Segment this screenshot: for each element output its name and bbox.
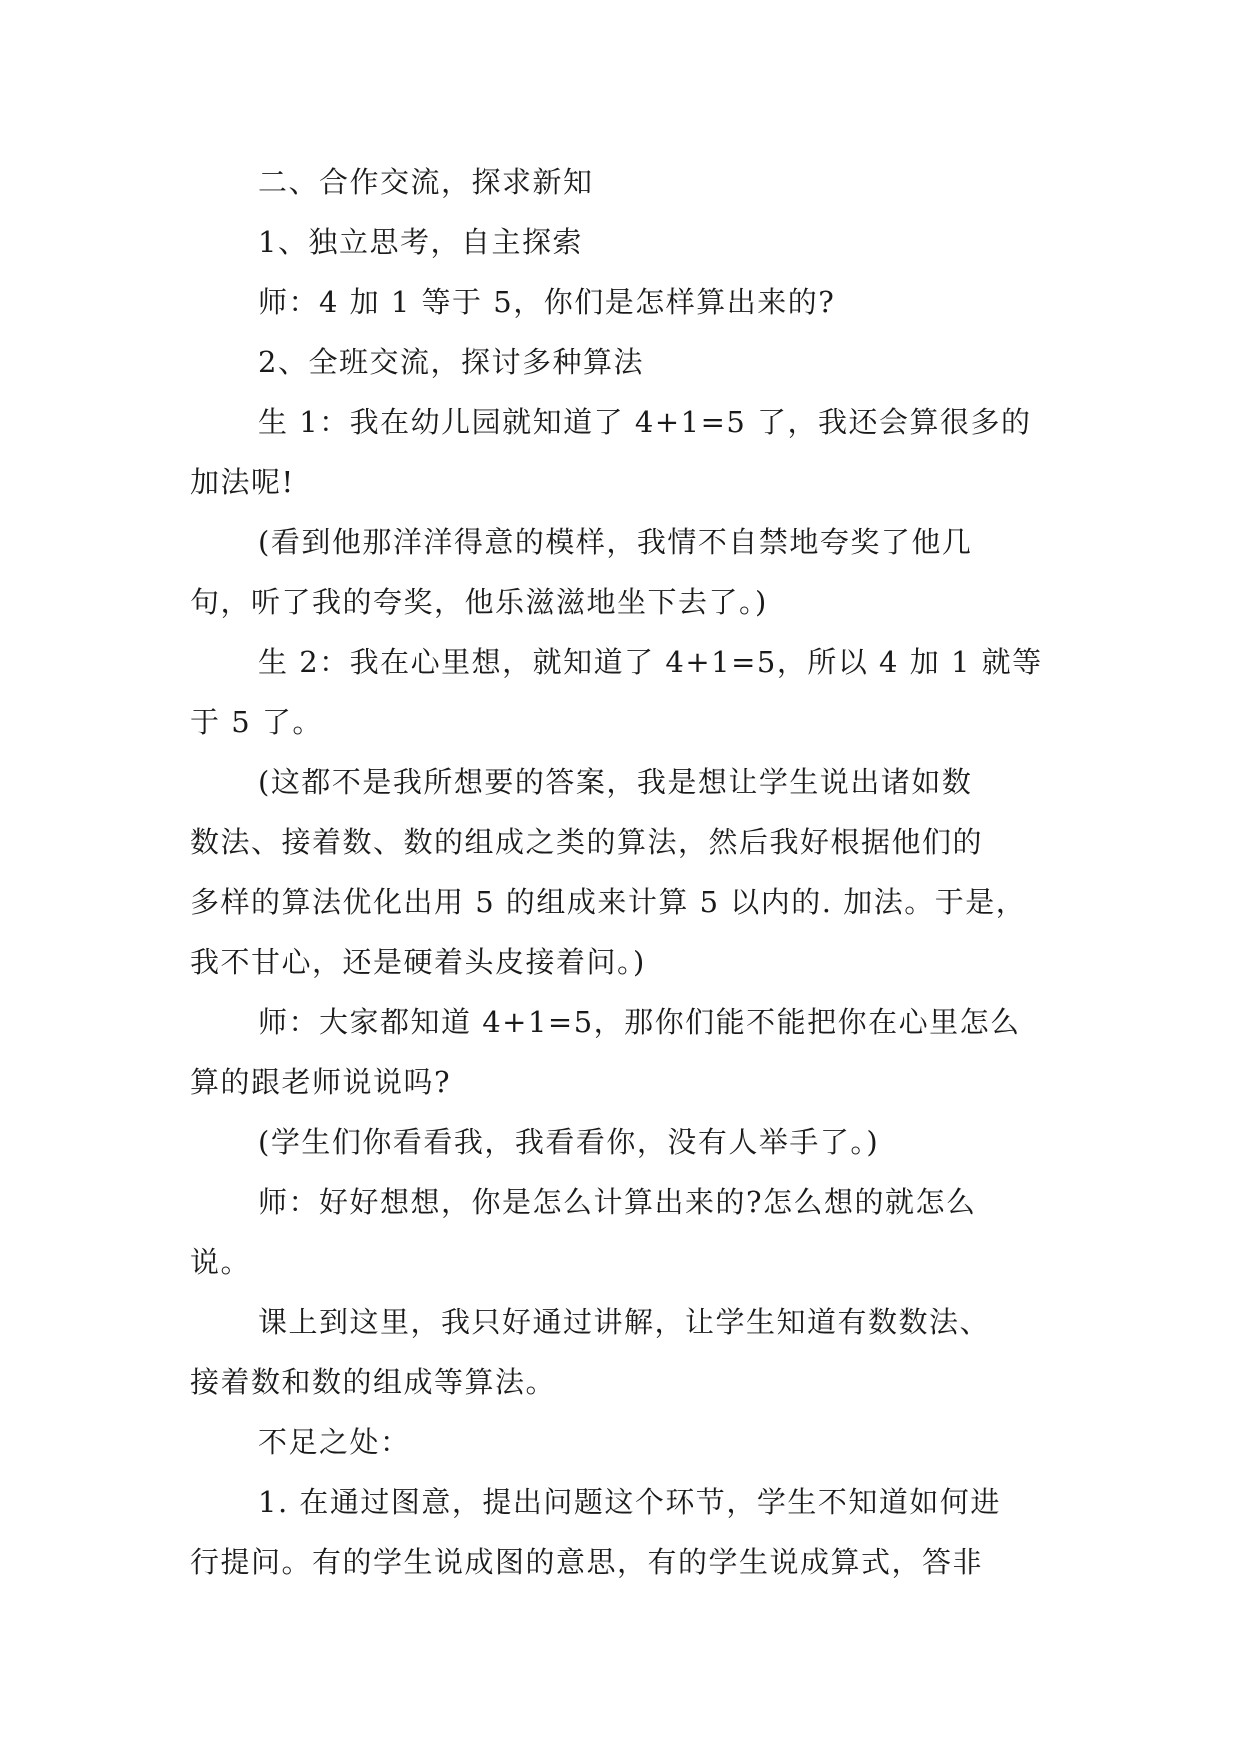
paragraph-line: 多样的算法优化出用 5 的组成来计算 5 以内的. 加法。于是， <box>190 885 1027 919</box>
paragraph-line: 行提问。有的学生说成图的意思，有的学生说成算式，答非 <box>190 1545 984 1579</box>
paragraph-line: 师：好好想想，你是怎么计算出来的?怎么想的就怎么 <box>258 1185 977 1219</box>
section-heading: 二、合作交流，探求新知 <box>258 165 594 199</box>
paragraph-line: 师：大家都知道 4+1=5，那你们能不能把你在心里怎么 <box>258 1005 1021 1039</box>
paragraph-line: 师：4 加 1 等于 5，你们是怎样算出来的? <box>258 285 836 319</box>
paragraph-line: 我不甘心，还是硬着头皮接着问。) <box>190 945 646 979</box>
paragraph-line: 课上到这里，我只好通过讲解，让学生知道有数数法、 <box>258 1305 991 1339</box>
subsection-heading: 不足之处： <box>258 1425 411 1459</box>
paragraph-line: (看到他那洋洋得意的模样，我情不自禁地夸奖了他几 <box>258 525 973 559</box>
paragraph-line: 接着数和数的组成等算法。 <box>190 1365 557 1399</box>
subsection-heading: 2、全班交流，探讨多种算法 <box>258 345 644 379</box>
paragraph-line: 生 2：我在心里想，就知道了 4+1=5，所以 4 加 1 就等 <box>258 645 1043 679</box>
paragraph-line: 数法、接着数、数的组成之类的算法，然后我好根据他们的 <box>190 825 984 859</box>
paragraph-line: (这都不是我所想要的答案，我是想让学生说出诸如数 <box>258 765 973 799</box>
paragraph-line: 说。 <box>190 1245 252 1279</box>
paragraph-line: 加法呢! <box>190 465 295 499</box>
paragraph-line: 句，听了我的夸奖，他乐滋滋地坐下去了。) <box>190 585 768 619</box>
paragraph-line: (学生们你看看我，我看看你，没有人举手了。) <box>258 1125 880 1159</box>
subsection-heading: 1、独立思考，自主探索 <box>258 225 583 259</box>
paragraph-line: 算的跟老师说说吗? <box>190 1065 452 1099</box>
paragraph-line: 1. 在通过图意，提出问题这个环节，学生不知道如何进 <box>258 1485 1001 1519</box>
paragraph-line: 于 5 了。 <box>190 705 323 739</box>
paragraph-line: 生 1：我在幼儿园就知道了 4+1=5 了，我还会算很多的 <box>258 405 1032 439</box>
